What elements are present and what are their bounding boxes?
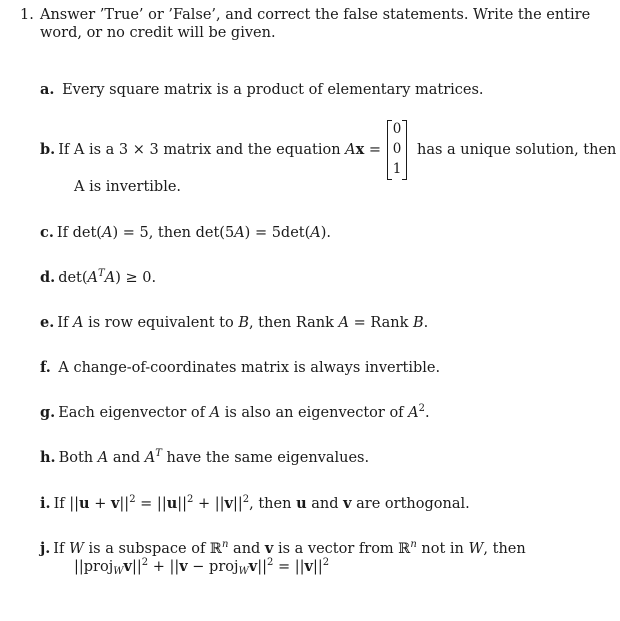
statement-text: are orthogonal. (351, 496, 470, 512)
vector-entry: 1 (392, 161, 402, 177)
statement-text: ||proj (74, 559, 114, 575)
statement-text: + (89, 496, 111, 512)
exponent: 2 (418, 403, 426, 414)
math-var: A (97, 450, 109, 466)
statement-text: . (425, 405, 430, 421)
statement-text: is also an eigenvector of (220, 405, 409, 421)
statement-text: and (108, 450, 145, 466)
statement-label: a. (40, 81, 55, 98)
math-vector: x (355, 141, 365, 158)
exponent: 2 (242, 494, 250, 505)
math-var: A (310, 225, 321, 241)
statement-text: ). (320, 225, 332, 241)
statement-text: ) = 5det( (244, 225, 311, 241)
statement-text: ) = 5, then det(5 (112, 225, 235, 241)
math-vector: v (343, 495, 352, 512)
math-var: B (238, 315, 249, 331)
math-vector: v (248, 558, 258, 575)
math-var: W (69, 541, 84, 557)
statement-text: Both (58, 450, 98, 466)
math-var: A (408, 405, 419, 421)
statement-label: g. (40, 404, 56, 421)
statement-text: A change-of-coordinates matrix is always invertible. (58, 360, 441, 376)
exponent: n (410, 539, 417, 550)
question-instructions: Answer ’True’ or ’False’, and correct the false statements. Write the entire word, or no credit will be given. (40, 7, 591, 41)
math-subscript: W (238, 566, 249, 577)
math-var: A (73, 315, 84, 331)
statement-text: is a vector from ℝ (273, 541, 411, 557)
math-subscript: W (113, 566, 124, 577)
math-var: A (345, 142, 356, 158)
exponent: 2 (141, 557, 149, 568)
math-var: A (338, 315, 349, 331)
exponent: 2 (266, 557, 274, 568)
statement-text: and (306, 496, 344, 512)
math-vector: v (304, 558, 313, 575)
math-vector: u (79, 495, 90, 512)
statement-text: = Rank (349, 315, 413, 331)
statement-text: If det( (56, 225, 102, 241)
statement-text: || (177, 496, 188, 512)
math-var: A (234, 225, 245, 241)
statement-j (40, 540, 526, 558)
math-var: A (87, 270, 99, 286)
statement-text: is a subspace of ℝ (83, 541, 222, 557)
statement-text: , then Rank (248, 315, 339, 331)
statement-continuation: A is invertible. (74, 179, 182, 195)
math-vector: v (264, 540, 274, 557)
statement-g (40, 404, 430, 422)
statement-c (40, 224, 331, 242)
math-vector: v (110, 495, 120, 512)
math-vector: u (296, 495, 307, 512)
exponent: n (221, 539, 229, 550)
statement-text: If (53, 541, 70, 557)
right-bracket (402, 120, 407, 180)
statement-text: ) ≥ 0. (115, 270, 157, 286)
statement-label: h. (40, 449, 56, 466)
statement-text: If || (53, 496, 80, 512)
statement-label: b. (40, 141, 56, 158)
vector-entry: 0 (392, 121, 402, 137)
statement-text: have the same eigenvalues. (161, 450, 370, 466)
math-vector: u (166, 495, 178, 512)
statement-label: j. (40, 540, 51, 557)
math-op: = (364, 142, 382, 158)
statement-text: || (257, 559, 267, 575)
statement-text: If A is a 3 × 3 matrix and the equation (58, 142, 346, 158)
statement-text: || (312, 559, 323, 575)
statement-text: not in (416, 541, 469, 557)
math-var: A (101, 225, 113, 241)
statement-d (40, 269, 156, 287)
math-var: B (413, 315, 424, 331)
math-var: A (104, 270, 116, 286)
math-var: A (209, 405, 221, 421)
statement-text: + || (193, 496, 225, 512)
statement-text: and (228, 541, 265, 557)
statement-label: c. (40, 224, 54, 241)
statement-text: Every square matrix is a product of elementary matrices. (62, 82, 484, 98)
statement-b (40, 141, 381, 159)
statement-label: f. (40, 359, 51, 376)
statement-text: || (119, 496, 130, 512)
statement-text: = || (273, 559, 305, 575)
math-vector: v (179, 558, 188, 575)
statement-label: i. (40, 495, 51, 512)
statement-h (40, 449, 369, 467)
statement-i (40, 495, 470, 513)
statement-label: d. (40, 269, 56, 286)
transpose-superscript: T (98, 268, 105, 279)
question-number: 1. (20, 7, 34, 23)
statement-text: det( (58, 270, 88, 286)
exponent: 2 (322, 557, 330, 568)
statement-text: , then (249, 496, 297, 512)
statement-a (40, 81, 484, 99)
statement-text: || (232, 496, 243, 512)
math-vector: v (224, 495, 233, 512)
statement-text: . (423, 315, 429, 331)
exponent: 2 (129, 494, 136, 505)
statement-text-suffix: has a unique solution, then (417, 142, 617, 158)
statement-j-equation (74, 558, 329, 576)
question-intro (20, 6, 610, 42)
math-vector: v (123, 558, 132, 575)
statement-f (40, 359, 440, 377)
statement-text: If (57, 315, 73, 331)
statement-text: , then (483, 541, 526, 557)
statement-text: − proj (187, 559, 239, 575)
statement-text: = || (135, 496, 167, 512)
statement-text: is row equivalent to (83, 315, 239, 331)
column-vector (387, 120, 407, 180)
statement-text: Each eigenvector of (58, 405, 210, 421)
statement-text: + || (148, 559, 180, 575)
exponent: 2 (187, 494, 194, 505)
math-var: W (468, 541, 484, 557)
statement-label: e. (40, 314, 55, 331)
statement-e (40, 314, 428, 332)
statement-text: || (131, 559, 142, 575)
transpose-superscript: T (155, 448, 162, 459)
vector-entry: 0 (392, 141, 402, 157)
math-var: A (144, 450, 156, 466)
